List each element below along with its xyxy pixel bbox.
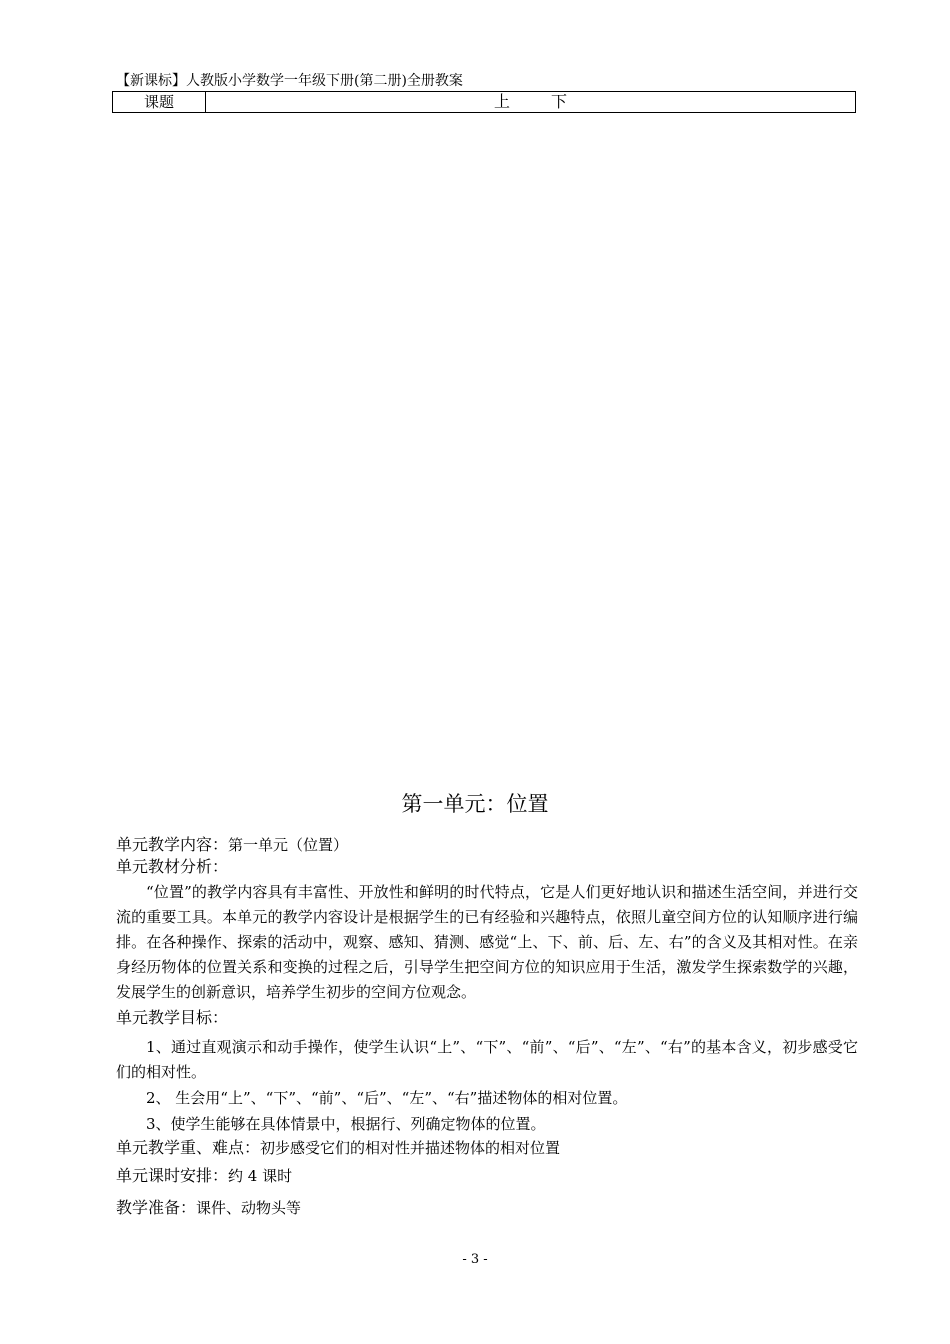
page-number: - 3 - xyxy=(462,1252,488,1267)
running-header: 【新课标】人教版小学数学一年级下册(第二册)全册教案 xyxy=(116,73,463,89)
goals-label: 单元教学目标： xyxy=(116,1008,229,1027)
goal-item: 2、 生会用“上”、“下”、“前”、“后”、“左”、“右”描述物体的相对位置。 xyxy=(146,1089,628,1107)
goal-item: 3、使学生能够在具体情景中，根据行、列确定物体的位置。 xyxy=(146,1115,546,1133)
keypoints-value: 初步感受它们的相对性并描述物体的相对位置 xyxy=(260,1139,561,1157)
analysis-label: 单元教材分析： xyxy=(116,857,229,876)
unit-title: 第一单元：位置 xyxy=(401,792,549,816)
topic-value: 上 下 xyxy=(493,92,586,111)
analysis-paragraph: “位置”的教学内容具有丰富性、开放性和鲜明的时代特点，它是人们更好地认识和描述生活空间，并进行交流的重要工具。本单元的教学内容设计是根据学生的已有经验和兴趣特点，依照儿童空间方位的认知顺序进行编排。在各种操作、探索的活动中，观察、感知、猜测、感觉“上、下、前、后、左、右”的含义及其相对性。在亲身经历物体的位置关系和变换的过程之后，引导学生把空间方位的知识应用于生活，激发学生探索数学的兴趣，发展学生的创新意识，培养学生初步的空间方位观念。 xyxy=(116,883,858,1001)
goals-row xyxy=(116,1007,858,1029)
keypoints-row xyxy=(116,1137,858,1159)
unit-content xyxy=(116,834,858,1219)
content-value: 第一单元（位置） xyxy=(228,836,349,854)
topic-label: 课题 xyxy=(113,92,206,112)
content-row xyxy=(116,834,858,856)
prep-label: 教学准备： xyxy=(116,1198,197,1217)
goal-item: 1、通过直观演示和动手操作，使学生认识“上”、“下”、“前”、“后”、“左”、“右”的基本含义，初步感受它们的相对性。 xyxy=(116,1038,858,1081)
schedule-label: 单元课时安排： xyxy=(116,1166,229,1185)
content-label: 单元教学内容： xyxy=(116,835,229,854)
prep-row xyxy=(116,1197,858,1219)
prep-value: 课件、动物头等 xyxy=(196,1199,302,1217)
schedule-row xyxy=(116,1165,858,1187)
analysis-row xyxy=(116,856,858,878)
topic-table xyxy=(112,91,856,113)
keypoints-label: 单元教学重、难点： xyxy=(116,1138,261,1157)
schedule-value: 约 4 课时 xyxy=(228,1167,293,1185)
